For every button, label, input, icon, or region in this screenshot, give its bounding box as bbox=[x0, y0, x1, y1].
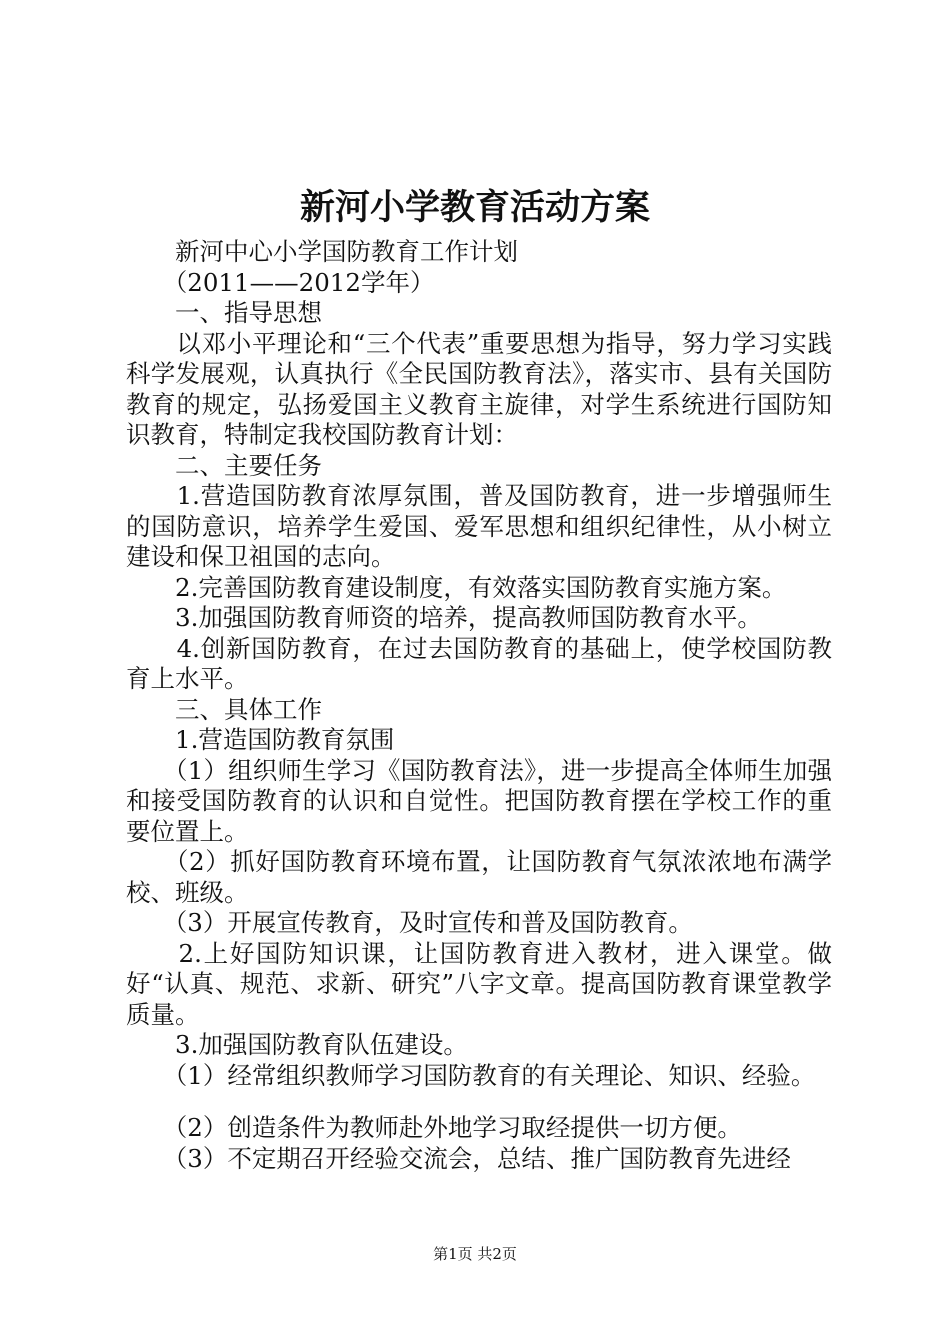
section-heading-main-tasks: 二、主要任务 bbox=[126, 450, 322, 480]
paragraph-spacer bbox=[126, 1091, 832, 1113]
section-heading-guiding-thought: 一、指导思想 bbox=[126, 298, 322, 327]
paragraph-work-1: 1.营造国防教育氛围 bbox=[126, 725, 395, 754]
section-heading-specific-work: 三、具体工作 bbox=[126, 694, 322, 724]
paragraph-work-1-item-1: （1）组织师生学习《国防教育法》，进一步提高全体师生加强和接受国防教育的认识和自觉性。把国防教育摆在学校工作的重要位置上。 bbox=[126, 755, 832, 846]
paragraph-task-2: 2.完善国防教育建设制度，有效落实国防教育实施方案。 bbox=[126, 572, 787, 602]
page-footer: 第1页 共2页 bbox=[433, 1245, 517, 1263]
paragraph-task-4: 4.创新国防教育，在过去国防教育的基础上，使学校国防教育上水平。 bbox=[126, 633, 832, 693]
paragraph-work-3-item-3: （3）不定期召开经验交流会，总结、推广国防教育先进经 bbox=[126, 1143, 791, 1173]
paragraph-work-2: 2.上好国防知识课，让国防教育进入教材，进入课堂。做好“认真、规范、求新、研究”八字文章。提高国防教育课堂教学质量。 bbox=[126, 938, 832, 1029]
paragraph-work-1-item-3: （3）开展宣传教育，及时宣传和普及国防教育。 bbox=[126, 908, 693, 937]
paragraph-task-1: 1.营造国防教育浓厚氛围，普及国防教育，进一步增强师生的国防意识，培养学生爱国、爱军思想和组织纪律性，从小树立建设和保卫祖国的志向。 bbox=[126, 481, 832, 571]
paragraph-work-3: 3.加强国防教育队伍建设。 bbox=[126, 1030, 468, 1059]
paragraph-school-year: （2011——2012学年） bbox=[126, 267, 435, 297]
paragraph-guiding-thought: 以邓小平理论和“三个代表”重要思想为指导，努力学习实践科学发展观，认真执行《全民国防教育法》，落实市、县有关国防教育的规定，弘扬爱国主义教育主旋律，对学生系统进行国防知识教育，特制定我校国防教育计划： bbox=[126, 328, 832, 449]
document-title: 新河小学教育活动方案 bbox=[299, 187, 650, 228]
paragraph-work-3-item-1: （1）经常组织教师学习国防教育的有关理论、知识、经验。 bbox=[126, 1060, 816, 1090]
paragraph-plan-title: 新河中心小学国防教育工作计划 bbox=[126, 237, 518, 266]
document-body bbox=[126, 237, 832, 1174]
paragraph-work-1-item-2: （2）抓好国防教育环境布置，让国防教育气氛浓浓地布满学校、班级。 bbox=[126, 847, 832, 907]
paragraph-task-3: 3.加强国防教育师资的培养，提高教师国防教育水平。 bbox=[126, 603, 762, 632]
paragraph-work-3-item-2: （2）创造条件为教师赴外地学习取经提供一切方便。 bbox=[126, 1113, 742, 1142]
